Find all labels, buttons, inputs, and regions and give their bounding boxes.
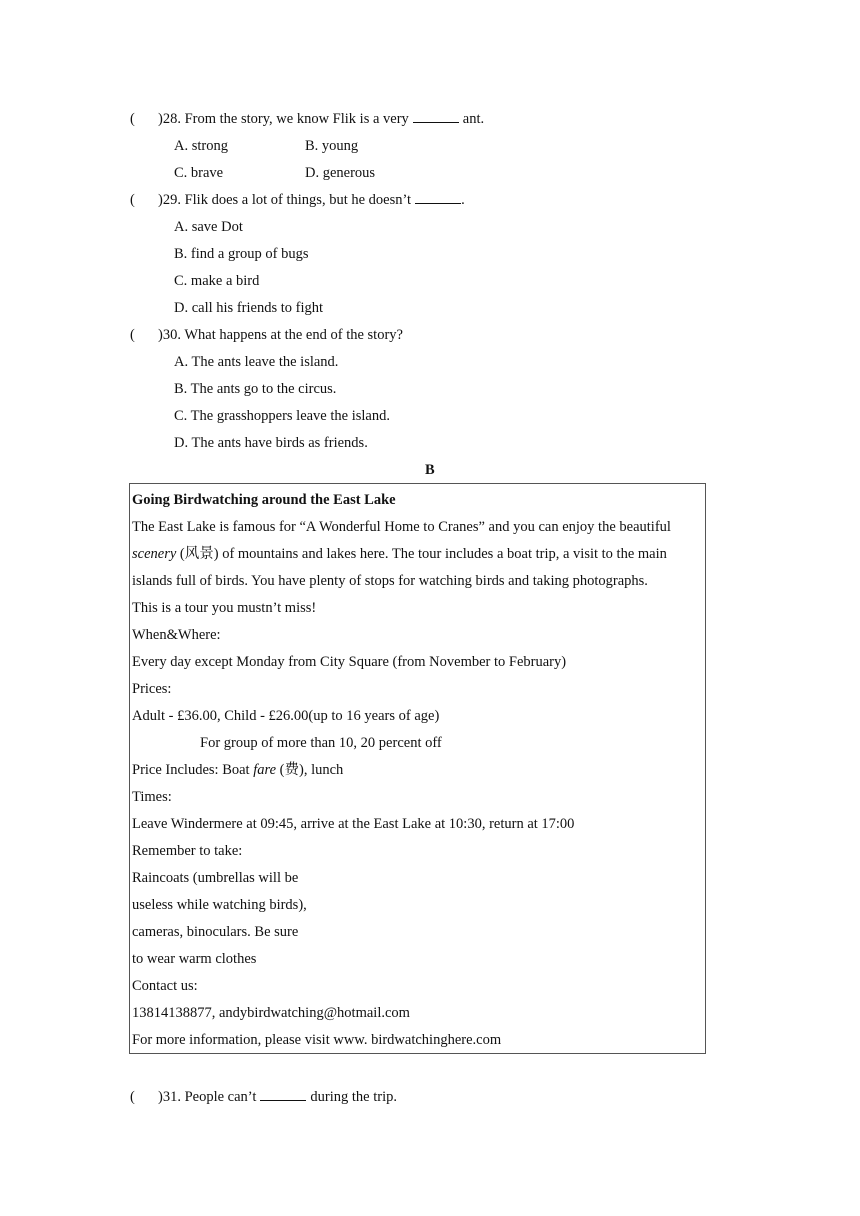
option-a: A. The ants leave the island. — [174, 354, 339, 370]
remember-label: Remember to take: — [132, 843, 243, 859]
more-info: For more information, please visit www. birdwatchinghere.com — [132, 1032, 502, 1048]
question-text: Flik does a lot of things, but he doesn’t — [184, 192, 412, 208]
remember-item: Raincoats (umbrellas will be — [132, 870, 299, 886]
times-text: Leave Windermere at 09:45, arrive at the East Lake at 10:30, return at 17:00 — [132, 816, 575, 832]
option-b: B. young — [305, 138, 359, 154]
option-b: B. The ants go to the circus. — [174, 381, 337, 397]
prices-label: Prices: — [132, 681, 172, 697]
fare-word: fare — [253, 762, 277, 778]
question-text-end: during the trip. — [310, 1089, 397, 1105]
times-label: Times: — [132, 789, 172, 805]
remember-item: cameras, binoculars. Be sure — [132, 924, 299, 940]
answer-paren: ( — [130, 327, 135, 343]
remember-item: useless while watching birds), — [132, 897, 307, 913]
section-heading: B — [425, 462, 435, 478]
group-discount: For group of more than 10, 20 percent off — [200, 735, 442, 751]
prices-text: Adult - £36.00, Child - £26.00(up to 16 years of age) — [132, 708, 440, 724]
question-text: People can’t — [184, 1089, 257, 1105]
question-text-end: ant. — [462, 111, 485, 127]
ad-title: Going Birdwatching around the East Lake — [132, 492, 396, 508]
answer-blank[interactable] — [415, 191, 461, 204]
question-number: )30. — [158, 327, 181, 343]
scenery-word: scenery — [132, 546, 177, 562]
when-text: Every day except Monday from City Square (from November to February) — [132, 654, 567, 670]
question-text: What happens at the end of the story? — [184, 327, 403, 343]
price-includes: Price Includes: Boat fare (费), lunch — [132, 762, 344, 778]
question-number: )28. — [158, 111, 181, 127]
question-text-end: . — [461, 192, 465, 208]
option-d: D. The ants have birds as friends. — [174, 435, 368, 451]
option-b: B. find a group of bugs — [174, 246, 309, 262]
answer-paren: ( — [130, 111, 135, 127]
ad-intro-line: scenery (风景) of mountains and lakes here. The tour includes a boat trip, a visit to the main — [132, 546, 667, 562]
contact-text: 13814138877, andybirdwatching@hotmail.com — [132, 1005, 410, 1021]
question-number: )29. — [158, 192, 181, 208]
answer-blank[interactable] — [413, 110, 459, 123]
question-number: )31. — [158, 1089, 181, 1105]
option-a: A. save Dot — [174, 219, 243, 235]
contact-label: Contact us: — [132, 978, 198, 994]
option-c: C. make a bird — [174, 273, 260, 289]
answer-paren: ( — [130, 192, 135, 208]
remember-item: to wear warm clothes — [132, 951, 257, 967]
question-text: From the story, we know Flik is a very — [184, 111, 409, 127]
answer-blank[interactable] — [260, 1088, 306, 1101]
option-a: A. strong — [174, 138, 228, 154]
ad-intro-line: islands full of birds. You have plenty of stops for watching birds and taking photographs. — [132, 573, 648, 589]
ad-intro-line: This is a tour you mustn’t miss! — [132, 600, 317, 616]
option-d: D. call his friends to fight — [174, 300, 324, 316]
option-c: C. brave — [174, 165, 224, 181]
ad-intro-line: The East Lake is famous for “A Wonderful Home to Cranes” and you can enjoy the beautiful — [132, 519, 671, 535]
when-label: When&Where: — [132, 627, 221, 643]
answer-paren: ( — [130, 1089, 135, 1105]
option-d: D. generous — [305, 165, 376, 181]
option-c: C. The grasshoppers leave the island. — [174, 408, 390, 424]
